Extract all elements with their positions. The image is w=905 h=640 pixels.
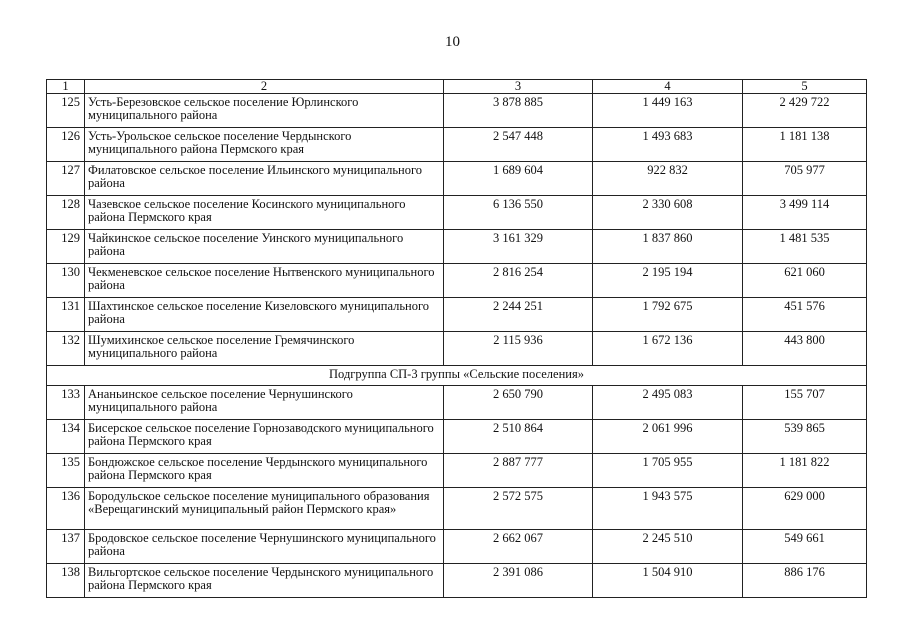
value-column-3: 2 816 254 — [444, 264, 593, 298]
value-column-4: 2 195 194 — [593, 264, 743, 298]
row-number: 130 — [47, 264, 85, 298]
row-number: 136 — [47, 488, 85, 530]
row-number: 128 — [47, 196, 85, 230]
row-number: 131 — [47, 298, 85, 332]
settlement-name: Чекменевское сельское поселение Нытвенского муниципального района — [85, 264, 444, 298]
value-column-5: 629 000 — [743, 488, 867, 530]
page-number: 10 — [445, 34, 460, 50]
value-column-3: 1 689 604 — [444, 162, 593, 196]
settlement-name: Бородульское сельское поселение муниципального образования «Верещагинский муниципальный район Пермского края» — [85, 488, 444, 530]
table-row — [47, 298, 867, 332]
value-column-3: 2 391 086 — [444, 564, 593, 598]
table-row — [47, 94, 867, 128]
settlement-name: Шахтинское сельское поселение Кизеловского муниципального района — [85, 298, 444, 332]
value-column-5: 155 707 — [743, 386, 867, 420]
value-column-5: 621 060 — [743, 264, 867, 298]
column-number-2: 2 — [85, 80, 444, 94]
settlements-table — [46, 79, 867, 598]
table-row — [47, 530, 867, 564]
column-number-5: 5 — [743, 80, 867, 94]
row-number: 125 — [47, 94, 85, 128]
settlement-name: Чайкинское сельское поселение Уинского муниципального района — [85, 230, 444, 264]
subgroup-title: Подгруппа СП-3 группы «Сельские поселения» — [47, 366, 867, 386]
row-number: 137 — [47, 530, 85, 564]
value-column-5: 549 661 — [743, 530, 867, 564]
value-column-3: 2 244 251 — [444, 298, 593, 332]
value-column-3: 6 136 550 — [444, 196, 593, 230]
table-row — [47, 128, 867, 162]
value-column-4: 1 449 163 — [593, 94, 743, 128]
value-column-5: 451 576 — [743, 298, 867, 332]
value-column-5: 539 865 — [743, 420, 867, 454]
column-number-header-row — [47, 80, 867, 94]
value-column-3: 2 572 575 — [444, 488, 593, 530]
table-row — [47, 454, 867, 488]
value-column-3: 2 115 936 — [444, 332, 593, 366]
settlement-name: Бондюжское сельское поселение Чердынского муниципального района Пермского края — [85, 454, 444, 488]
table-row — [47, 230, 867, 264]
column-number-1: 1 — [47, 80, 85, 94]
row-number: 138 — [47, 564, 85, 598]
value-column-5: 886 176 — [743, 564, 867, 598]
table-row — [47, 196, 867, 230]
table-row — [47, 564, 867, 598]
table-row — [47, 420, 867, 454]
value-column-3: 2 887 777 — [444, 454, 593, 488]
value-column-3: 3 161 329 — [444, 230, 593, 264]
value-column-4: 2 245 510 — [593, 530, 743, 564]
row-number: 127 — [47, 162, 85, 196]
value-column-4: 1 837 860 — [593, 230, 743, 264]
row-number: 126 — [47, 128, 85, 162]
row-number: 133 — [47, 386, 85, 420]
value-column-4: 2 495 083 — [593, 386, 743, 420]
value-column-4: 1 705 955 — [593, 454, 743, 488]
settlement-name: Бродовское сельское поселение Чернушинского муниципального района — [85, 530, 444, 564]
settlement-name: Бисерское сельское поселение Горнозаводского муниципального района Пермского края — [85, 420, 444, 454]
value-column-3: 2 547 448 — [444, 128, 593, 162]
subgroup-row — [47, 366, 867, 386]
value-column-3: 2 510 864 — [444, 420, 593, 454]
settlement-name: Шумихинское сельское поселение Гремячинского муниципального района — [85, 332, 444, 366]
settlement-name: Чазевское сельское поселение Косинского муниципального района Пермского края — [85, 196, 444, 230]
value-column-4: 1 504 910 — [593, 564, 743, 598]
settlement-name: Вильгортское сельское поселение Чердынского муниципального района Пермского края — [85, 564, 444, 598]
table-row — [47, 162, 867, 196]
settlement-name: Усть-Урольское сельское поселение Чердынского муниципального района Пермского края — [85, 128, 444, 162]
value-column-4: 1 672 136 — [593, 332, 743, 366]
value-column-5: 705 977 — [743, 162, 867, 196]
value-column-4: 2 330 608 — [593, 196, 743, 230]
value-column-3: 2 662 067 — [444, 530, 593, 564]
column-number-4: 4 — [593, 80, 743, 94]
value-column-5: 1 181 822 — [743, 454, 867, 488]
value-column-3: 3 878 885 — [444, 94, 593, 128]
value-column-5: 2 429 722 — [743, 94, 867, 128]
value-column-4: 1 493 683 — [593, 128, 743, 162]
row-number: 129 — [47, 230, 85, 264]
table-row — [47, 488, 867, 530]
value-column-5: 443 800 — [743, 332, 867, 366]
settlement-name: Филатовское сельское поселение Ильинского муниципального района — [85, 162, 444, 196]
table-row — [47, 264, 867, 298]
value-column-5: 3 499 114 — [743, 196, 867, 230]
row-number: 135 — [47, 454, 85, 488]
settlement-name: Ананьинское сельское поселение Чернушинского муниципального района — [85, 386, 444, 420]
table-row — [47, 386, 867, 420]
value-column-4: 922 832 — [593, 162, 743, 196]
row-number: 132 — [47, 332, 85, 366]
value-column-4: 2 061 996 — [593, 420, 743, 454]
value-column-5: 1 481 535 — [743, 230, 867, 264]
value-column-4: 1 792 675 — [593, 298, 743, 332]
table-row — [47, 332, 867, 366]
value-column-5: 1 181 138 — [743, 128, 867, 162]
column-number-3: 3 — [444, 80, 593, 94]
value-column-3: 2 650 790 — [444, 386, 593, 420]
row-number: 134 — [47, 420, 85, 454]
value-column-4: 1 943 575 — [593, 488, 743, 530]
settlement-name: Усть-Березовское сельское поселение Юрлинского муниципального района — [85, 94, 444, 128]
